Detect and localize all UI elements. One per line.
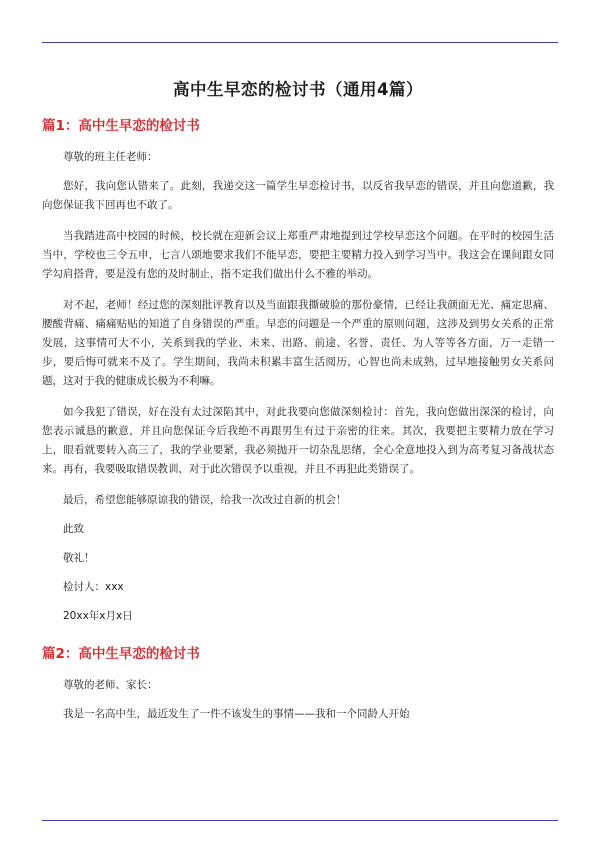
closing-line: 此致 xyxy=(63,523,84,535)
signature-line: 检讨人：xxx xyxy=(63,581,124,593)
document-title: 高中生早恋的检讨书（通用4篇） xyxy=(173,80,423,99)
closing-paragraph: 最后，希望您能够原谅我的错误，给我一次改过自新的机会！ xyxy=(63,494,347,506)
salutation: 尊敬的老师、家长： xyxy=(63,679,158,691)
footer-rule xyxy=(42,820,558,821)
salutation: 尊敬的班主任老师： xyxy=(63,151,158,163)
closing-salute: 敬礼！ xyxy=(63,552,95,564)
header-rule xyxy=(42,42,558,43)
date-line: 20xx年x月x日 xyxy=(63,610,133,622)
paragraph: 您好，我向您认错来了。此刻，我递交这一篇学生早恋检讨书，以反省我早恋的错误，并且向您道歉，我向您保证我下回再也不敢了。 xyxy=(42,180,554,211)
paragraph: 我是一名高中生，最近发生了一件不该发生的事情——我和一个同龄人开始 xyxy=(63,708,410,720)
section-heading-1: 篇1：高中生早恋的检讨书 xyxy=(42,118,200,134)
paragraph: 当我踏进高中校园的时候，校长就在迎新会议上郑重严肃地提到过学校早恋这个问题。在平时的校园生活当中，学校也三令五申，七言八颂地要求我们不能早恋，要把主要精力投入到学习当中。我这会在课间跟女同学勾肩搭背，要是没有您的及时制止，指不定我们做出什么不雅的举动。 xyxy=(42,230,554,280)
section-heading-2: 篇2：高中生早恋的检讨书 xyxy=(42,646,200,662)
paragraph: 如今我犯了错误，好在没有太过深陷其中，对此我要向您做深刻检讨：首先，我向您做出深深的检讨，向您表示诚恳的歉意，并且向您保证今后我绝不再跟男生有过于亲密的往来。其次，我要把主要精力放在学习上，眼看就要转入高三了，我的学业要紧，我必须抛开一切杂乱思绪，全心全意地投入到为高考复习备战状态来。再有，我要吸取错误教训，对于此次错误予以重视，并且不再犯此类错误了。 xyxy=(42,406,554,475)
paragraph: 对不起，老师！经过您的深刻批评教育以及当面跟我撕破脸的那份豪情，已经让我颜面无光、痛定思痛、腰酸背痛、痛痛贴贴的知道了自身错误的严重。早恋的问题是一个严重的原则问题，这涉及到男女关系的正常发展，这事情可大不小，关系到我的学业、未来、出路、前途、名誉、责任、为人等等各方面，万一走错一步，要后悔可就来不及了。学生期间，我尚未积累丰富生活阅历，心智也尚未成熟，过早地接触男女关系问题，这对于我的健康成长极为不利嘛。 xyxy=(42,299,554,387)
document-body xyxy=(42,70,554,736)
